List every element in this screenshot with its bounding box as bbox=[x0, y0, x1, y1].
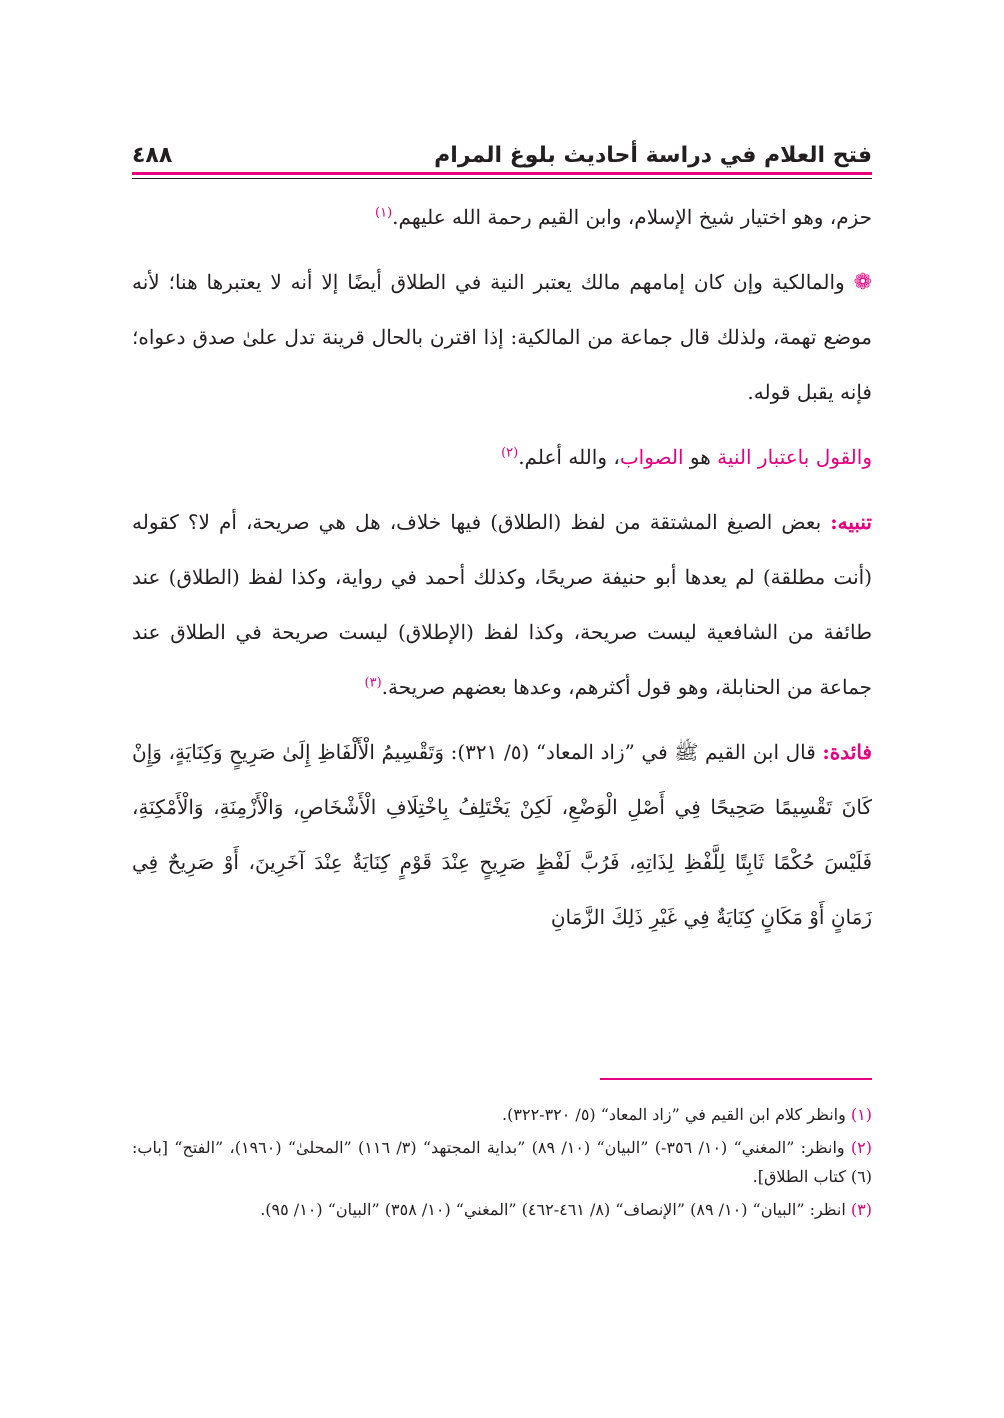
main-text bbox=[132, 190, 872, 945]
footnote-3-number: (٣) bbox=[850, 1200, 872, 1219]
flower-icon: ❁ bbox=[853, 270, 872, 295]
footnote-2-text: وانظر: ”المغني“ (١٠/ ٣٥٦-) ”البيان“ (١٠/ ٨٩) ”بداية المجتهد“ (٣/ ١١٦) ”المحلىٰ“ (١٩٦٠)، ”الفتح“ [باب: (٦) كتاب الطلاق]. bbox=[132, 1138, 872, 1186]
footnote-1-number: (١) bbox=[850, 1105, 872, 1124]
page-number: ٤٨٨ bbox=[132, 143, 173, 168]
footnotes bbox=[132, 1100, 872, 1228]
paragraph-1 bbox=[132, 190, 872, 245]
footnote-1-text: وانظر كلام ابن القيم في ”زاد المعاد“ (٥/ ٣٢٠-٣٢٢). bbox=[502, 1105, 851, 1124]
footnote-ref-2[interactable]: (٢) bbox=[501, 445, 519, 461]
paragraph-4 bbox=[132, 495, 872, 715]
highlight-word: الصواب bbox=[619, 445, 684, 469]
paragraph-3-end: ، والله أعلم. bbox=[518, 445, 620, 469]
highlight-phrase: والقول باعتبار النية bbox=[717, 445, 872, 469]
footnote-2 bbox=[132, 1133, 872, 1191]
paragraph-2-text: والمالكية وإن كان إمامهم مالك يعتبر النية في الطلاق أيضًا إلا أنه لا يعتبرها هنا؛ لأنه موضع تهمة، ولذلك قال جماعة من المالكية: إذا اقترن بالحال قرينة تدل علىٰ صدق دعواه؛ فإنه يقبل قوله. bbox=[132, 270, 872, 404]
header-rule-thin bbox=[132, 178, 872, 179]
benefit-label: فائدة: bbox=[822, 740, 872, 764]
paragraph-4-text: بعض الصيغ المشتقة من لفظ (الطلاق) فيها خلاف، هل هي صريحة، أم لا؟ كقوله (أنت مطلقة) لم يعدها أبو حنيفة صريحًا، وكذلك أحمد في رواية، وكذا لفظ (الطلاق) عند طائفة من الشافعية ليست صريحة، وكذا لفظ (الإطلاق) ليست صريحة في الطلاق عند جماعة من الحنابلة، وهو قول أكثرهم، وعدها بعضهم صريحة. bbox=[132, 510, 872, 699]
footnote-1 bbox=[132, 1100, 872, 1129]
book-title: فتح العلام في دراسة أحاديث بلوغ المرام bbox=[434, 143, 872, 168]
footnote-ref-3[interactable]: (٣) bbox=[364, 675, 382, 691]
footnote-ref-1[interactable]: (١) bbox=[375, 205, 393, 221]
paragraph-3 bbox=[132, 430, 872, 485]
paragraph-5-text: قال ابن القيم ﷺ في ”زاد المعاد“ (٥/ ٣٢١): وَتَقْسِيمُ الْأَلْفَاظِ إِلَىٰ صَرِيحٍ وَكِنَايَةٍ، وَإِنْ كَانَ تَقْسِيمًا صَحِيحًا فِي أَصْلِ الْوَضْعِ، لَكِنْ يَخْتَلِفُ بِاخْتِلَافِ الْأَشْخَاصِ، وَالْأَزْمِنَةِ، وَالْأَمْكِنَةِ، فَلَيْسَ حُكْمًا ثَابِتًا لِلَّفْظِ لِذَاتِهِ، فَرُبَّ لَفْظٍ صَرِيحٍ عِنْدَ قَوْمٍ كِنَايَةٌ عِنْدَ آخَرِينَ، أَوْ صَرِيحٌ فِي زَمَانٍ أَوْ مَكَانٍ كِنَايَةٌ فِي غَيْرِ ذَلِكَ الزَّمَانِ bbox=[132, 740, 872, 929]
header-rule-accent bbox=[132, 172, 872, 175]
footnote-3 bbox=[132, 1195, 872, 1224]
note-label: تنبيه: bbox=[830, 510, 872, 534]
paragraph-5 bbox=[132, 725, 872, 945]
running-header bbox=[132, 128, 872, 168]
footnote-separator bbox=[600, 1078, 872, 1080]
paragraph-1-text: حزم، وهو اختيار شيخ الإسلام، وابن القيم رحمة الله عليهم. bbox=[392, 205, 872, 229]
paragraph-3-mid: هو bbox=[683, 445, 718, 469]
paragraph-2 bbox=[132, 255, 872, 420]
footnote-3-text: انظر: ”البيان“ (١٠/ ٨٩) ”الإنصاف“ (٨/ ٤٦١-٤٦٢) ”المغني“ (١٠/ ٣٥٨) ”البيان“ (١٠/ ٩٥). bbox=[260, 1200, 851, 1219]
footnote-2-number: (٢) bbox=[850, 1138, 873, 1157]
